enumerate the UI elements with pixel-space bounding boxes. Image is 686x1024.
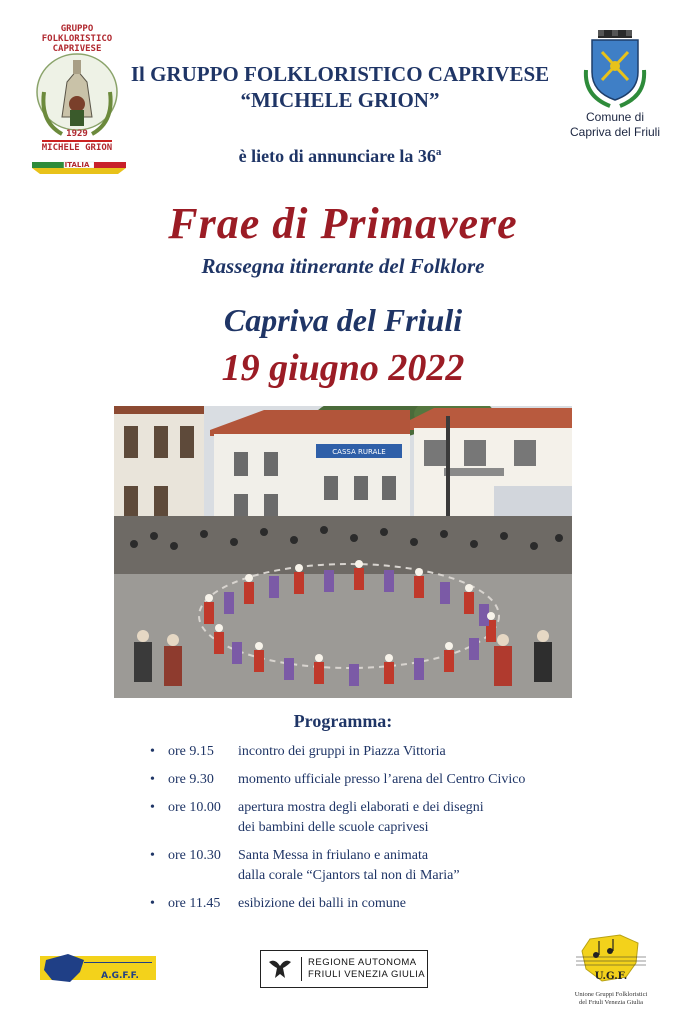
ugf-label: U.G.F. (594, 971, 628, 982)
agff-logo (40, 950, 156, 986)
organization-subname: “MICHELE GRION” (240, 88, 440, 112)
program-description (238, 894, 570, 914)
comune-coat-of-arms-icon (580, 30, 650, 108)
bullet-icon: • (150, 800, 155, 815)
program-description (238, 798, 570, 838)
comune-logo (560, 30, 670, 150)
ugf-logo (568, 933, 654, 1019)
eagle-icon (265, 954, 295, 984)
comune-label-line2: Capriva del Friuli (569, 125, 661, 139)
program-item (150, 894, 570, 914)
program-item (150, 770, 570, 790)
logo-text-line: FOLKLORISTICO (41, 34, 113, 44)
organization-name: Il GRUPPO FOLKLORISTICO CAPRIVESE (130, 62, 550, 86)
logo-name: MICHELE GRION (41, 143, 113, 153)
program-description-line: incontro dei gruppi in Piazza Vittoria (238, 744, 446, 759)
program-description-line: dalla corale “Cjantors tal non di Maria” (238, 868, 460, 883)
program-time: ore 9.30 (168, 772, 214, 787)
event-title: Frae di Primavere (168, 199, 518, 248)
ugf-caption-line1: Unione Gruppi Folkloristici (574, 991, 648, 998)
program-description-line: esibizione dei balli in comune (238, 896, 406, 911)
folk-dance-photo (114, 406, 572, 698)
ugf-caption-line2: del Friuli Venezia Giulia (579, 999, 643, 1006)
bullet-icon: • (150, 848, 155, 863)
program-description-line: momento ufficiale presso l’arena del Centro Civico (238, 772, 526, 787)
program-description-line: Santa Messa in friulano e animata (238, 848, 429, 863)
program-description (238, 742, 570, 762)
ugf-map-music-icon (576, 933, 646, 991)
logo-country: ITALIA (64, 161, 90, 169)
event-subtitle: Rassegna itinerante del Folklore (201, 254, 485, 278)
announcement-text: è lieto di annunciare la 36 (238, 146, 436, 166)
program-description (238, 846, 570, 886)
program-item (150, 798, 570, 838)
announcement (120, 146, 560, 167)
program-title: Programma: (293, 711, 393, 731)
comune-label-line1: Comune di (585, 110, 645, 124)
program-time: ore 10.30 (168, 848, 221, 863)
regione-fvg-logo (260, 950, 428, 988)
program-time: ore 9.15 (168, 744, 214, 759)
bullet-icon: • (150, 744, 155, 759)
program-list (150, 742, 570, 922)
event-place: Capriva del Friuli (223, 302, 463, 338)
regione-line1: REGIONE AUTONOMA (308, 957, 417, 968)
program-item (150, 742, 570, 762)
announcement-ordinal: a (435, 146, 442, 158)
regione-line2: FRIULI VENEZIA GIULIA (308, 969, 426, 980)
bullet-icon: • (150, 772, 155, 787)
bank-banner-text: CASSA RURALE (332, 448, 386, 456)
program-description-line: dei bambini delle scuole caprivesi (238, 820, 429, 835)
agff-label: A.G.F.F. (101, 971, 139, 981)
program-item (150, 846, 570, 886)
logo-text-line: GRUPPO (60, 24, 94, 34)
program-description (238, 770, 570, 790)
program-description-line: apertura mostra degli elaborati e dei disegni (238, 800, 484, 815)
logo-year: 1929 (66, 129, 88, 139)
bullet-icon: • (150, 896, 155, 911)
gruppo-folkloristico-logo (22, 22, 132, 174)
program-time: ore 10.00 (168, 800, 221, 815)
folk-dance-illustration (114, 406, 572, 698)
logo-text-line: CAPRIVESE (52, 44, 102, 54)
program-time: ore 11.45 (168, 896, 221, 911)
event-date: 19 giugno 2022 (221, 347, 465, 389)
agff-map-icon (40, 950, 156, 986)
